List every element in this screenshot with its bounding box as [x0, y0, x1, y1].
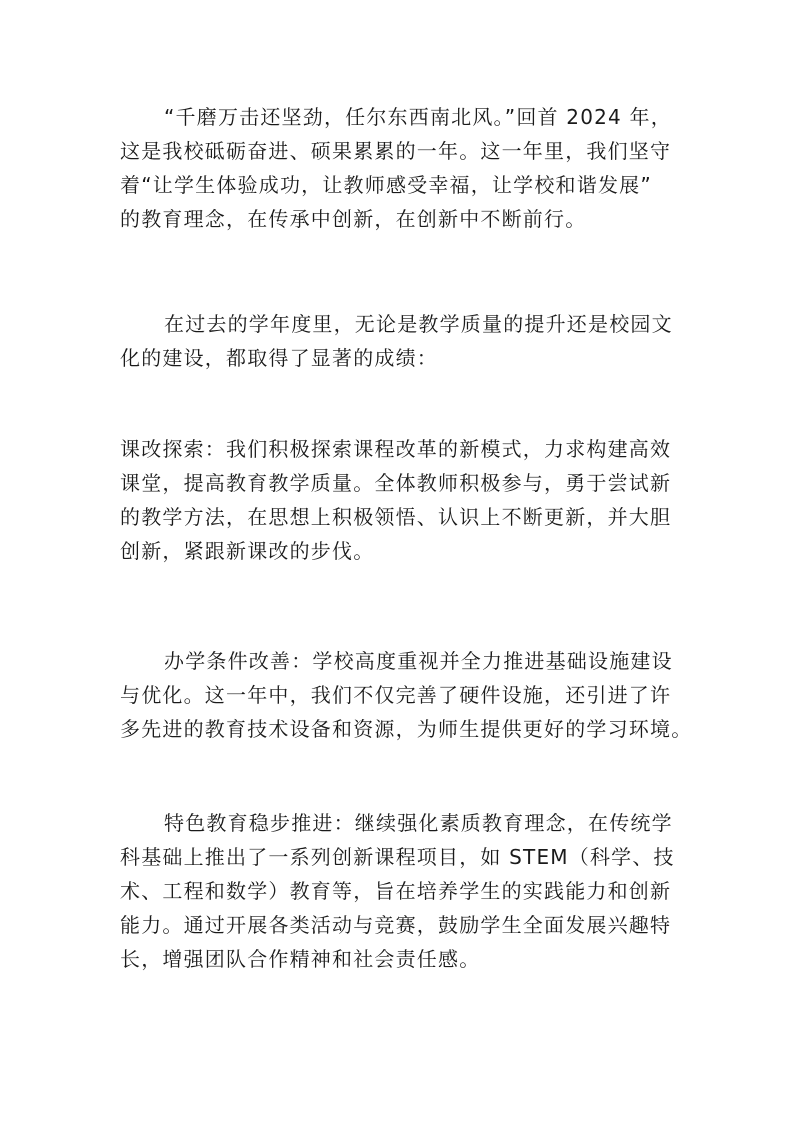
text-line: 办学条件改善：学校高度重视并全力推进基础设施建设 — [164, 649, 673, 673]
text-line: 这是我校砥砺奋进、硕果累累的一年。这一年里，我们坚守 — [120, 139, 672, 163]
text-line: 特色教育稳步推进：继续强化素质教育理念，在传统学 — [164, 811, 673, 835]
text-line: 课改探索：我们积极探索课程改革的新模式，力求构建高效 — [120, 437, 672, 461]
text-line: 课堂，提高教育教学质量。全体教师积极参与，勇于尝试新 — [120, 471, 672, 495]
text-line: 与优化。这一年中，我们不仅完善了硬件设施，还引进了许 — [120, 683, 672, 707]
paragraph-curriculum-reform — [120, 432, 680, 568]
text-line: 能力。通过开展各类活动与竞赛，鼓励学生全面发展兴趣特 — [120, 913, 672, 937]
text-line: 创新，紧跟新课改的步伐。 — [120, 539, 375, 563]
paragraph-achievements — [120, 307, 680, 375]
text-line: 化的建设，都取得了显著的成绩： — [120, 346, 438, 370]
paragraph-featured-education — [120, 806, 680, 976]
text-line: 多先进的教育技术设备和资源，为师生提供更好的学习环境。 — [120, 717, 693, 741]
text-line: 长，增强团队合作精神和社会责任感。 — [120, 947, 481, 971]
paragraph-facility-improvement — [120, 644, 693, 746]
text-line: “千磨万击还坚劲，任尔东西南北风。”回首 2024 年， — [164, 105, 672, 129]
text-line: 术、工程和数学）教育等，旨在培养学生的实践能力和创新 — [120, 879, 672, 903]
text-line: 的教学方法，在思想上积极领悟、认识上不断更新，并大胆 — [120, 505, 672, 529]
text-line: 在过去的学年度里，无论是教学质量的提升还是校园文 — [164, 312, 673, 336]
text-line: 科基础上推出了一系列创新课程项目，如 STEM（科学、技 — [120, 845, 675, 869]
text-line: 着“让学生体验成功，让教师感受幸福，让学校和谐发展” — [120, 173, 652, 197]
text-line: 的教育理念，在传承中创新，在创新中不断前行。 — [120, 207, 587, 231]
paragraph-intro — [120, 100, 680, 236]
